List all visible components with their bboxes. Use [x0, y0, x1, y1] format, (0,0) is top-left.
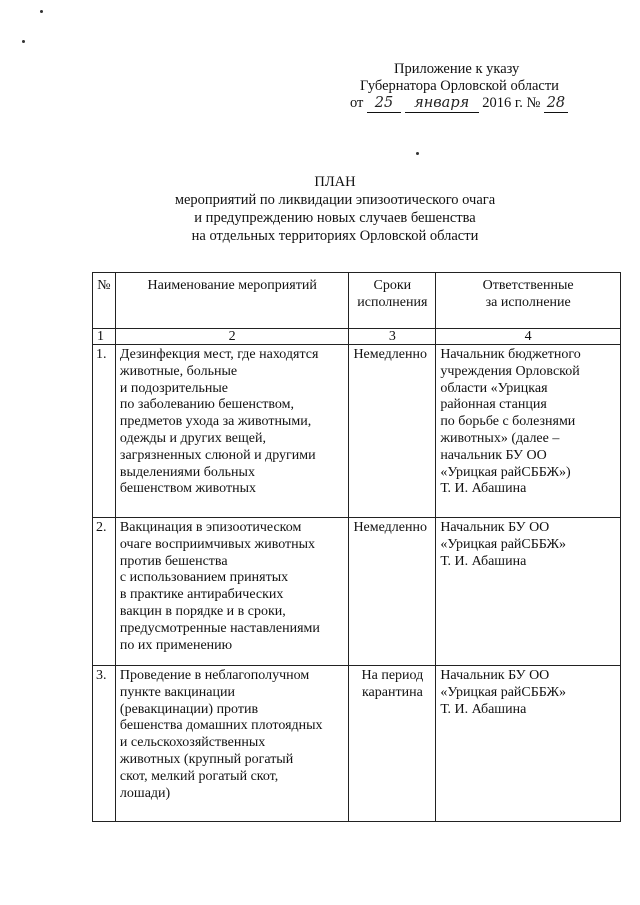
row-terms: На период карантина — [349, 666, 436, 822]
row-name: Дезинфекция мест, где находятся животные, больные и подозрительные по заболеванию бешенством, предметов ухода за животными, одежды и других вещей, загрязненных слюной и другими выделениями больных бешенством животных — [115, 345, 349, 518]
table-row — [93, 666, 621, 822]
title-line-3: на отдельных территориях Орловской области — [191, 228, 479, 244]
column-number: 2 — [115, 329, 349, 345]
date-year: 2016 г. № — [482, 95, 541, 111]
title-line-1: мероприятий по ликвидации эпизоотического очага — [174, 192, 496, 208]
title-line-2: и предупреждению новых случаев бешенства — [194, 210, 476, 226]
column-number: 1 — [93, 329, 116, 345]
column-number: 3 — [349, 329, 436, 345]
row-num: 2. — [93, 518, 116, 666]
table-row — [93, 345, 621, 518]
scan-speck — [416, 152, 419, 155]
document-title — [0, 173, 640, 245]
scan-speck — [22, 40, 25, 43]
row-num: 1. — [93, 345, 116, 518]
table-header-row — [93, 273, 621, 329]
title-heading: ПЛАН — [314, 174, 356, 190]
date-day-handwritten: 25 — [367, 95, 401, 113]
row-responsible: Начальник БУ ОО «Урицкая райСББЖ» Т. И. Абашина — [436, 518, 621, 666]
scan-speck — [40, 10, 43, 13]
header-terms: Сроки исполнения — [349, 273, 436, 329]
appendix-date-line — [330, 95, 590, 113]
measures-table — [92, 272, 621, 822]
appendix-line-1: Приложение к указу — [394, 61, 520, 77]
header-num: № — [93, 273, 116, 329]
row-terms: Немедленно — [349, 345, 436, 518]
row-name: Проведение в неблагополучном пункте вакцинации (ревакцинации) против бешенства домашних плотоядных и сельскохозяйственных животных (крупный рогатый скот, мелкий рогатый скот, лошади) — [115, 666, 349, 822]
header-responsible: Ответственные за исполнение — [436, 273, 621, 329]
column-numbers-row — [93, 329, 621, 345]
row-name: Вакцинация в эпизоотическом очаге восприимчивых животных против бешенства с использованием принятых в практике антирабических вакцин в порядке и в сроки, предусмотренные наставлениями по их применению — [115, 518, 349, 666]
date-month-handwritten: января — [405, 95, 479, 113]
row-responsible: Начальник БУ ОО «Урицкая райСББЖ» Т. И. Абашина — [436, 666, 621, 822]
row-num: 3. — [93, 666, 116, 822]
date-number-handwritten: 28 — [544, 95, 568, 113]
date-prefix: от — [350, 95, 364, 111]
appendix-block — [330, 61, 590, 113]
appendix-line-2: Губернатора Орловской области — [360, 78, 559, 94]
header-name: Наименование мероприятий — [115, 273, 349, 329]
row-responsible: Начальник бюджетного учреждения Орловской области «Урицкая районная станция по борьбе с болезнями животных» (далее – начальник БУ ОО «Урицкая райСББЖ») Т. И. Абашина — [436, 345, 621, 518]
row-terms: Немедленно — [349, 518, 436, 666]
table-row — [93, 518, 621, 666]
column-number: 4 — [436, 329, 621, 345]
